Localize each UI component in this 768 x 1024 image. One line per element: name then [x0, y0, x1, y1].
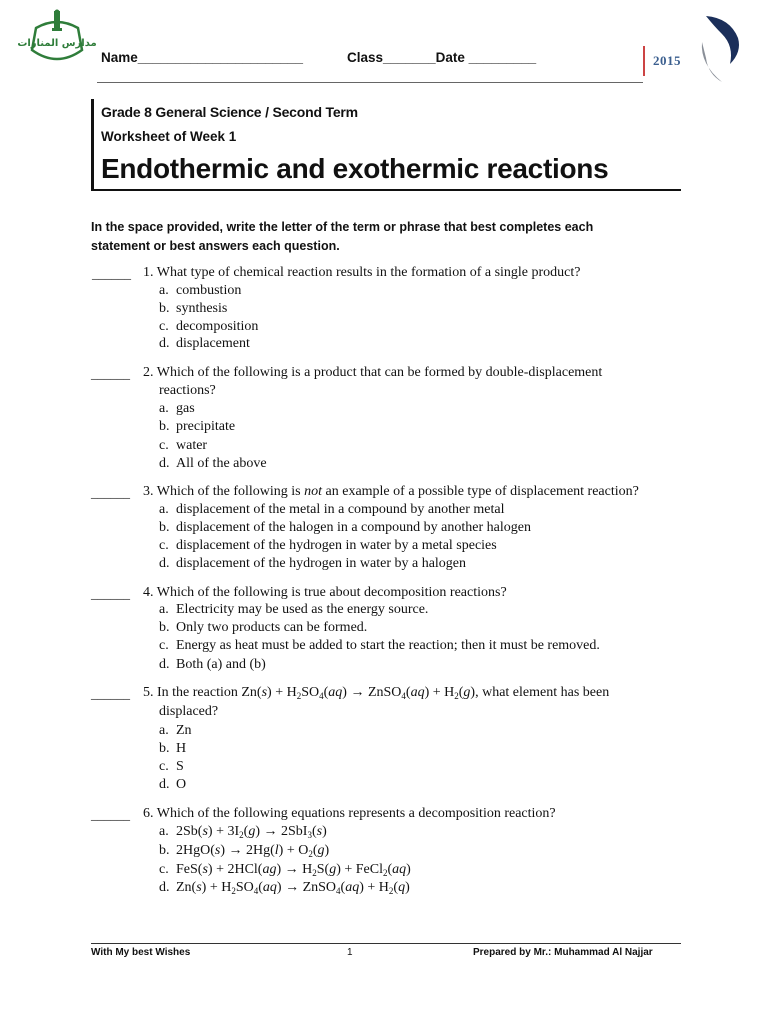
option: a. Electricity may be used as the energy source.: [159, 602, 429, 617]
footer-author: Prepared by Mr.: Muhammad Al Najjar: [473, 947, 653, 958]
header-rule: [97, 82, 643, 83]
option: a. displacement of the metal in a compound by another metal: [159, 502, 505, 517]
answer-blank-6[interactable]: ______: [91, 807, 130, 822]
option: d. $Zn(s) + H_2SO_4(aq)$ → ZnSO$_4$(aq) + $H_2(q)$: [159, 880, 410, 896]
option: d. displacement: [159, 336, 250, 351]
option: a. combustion: [159, 283, 242, 298]
question-number: 6.: [143, 806, 154, 821]
equation-b: $2HgO(s) \to 2Hg(l) + O_2(g)$: [176, 843, 330, 859]
question-3: 3. Which of the following is not an example of a possible type of displacement reaction?: [143, 484, 639, 499]
option: a. gas: [159, 401, 195, 416]
answer-blank-5[interactable]: ______: [91, 686, 130, 701]
option: c. water: [159, 438, 208, 453]
question-number: 3.: [143, 484, 154, 499]
question-text: Which of the following equations represents a decomposition reaction?: [156, 806, 556, 821]
option: c. $FeS(s) + 2HCl(ag) \to H_2S(g)$ + FeCl$_2$(aq): [159, 862, 411, 878]
title-accent-bar: [91, 99, 94, 191]
question-number: 2.: [143, 365, 154, 380]
question-number: 5.: [143, 685, 154, 700]
question-text: Which of the following is a product that can be formed by double-displacement: [156, 365, 603, 380]
title-rule: [94, 189, 681, 191]
equation-zn-h2so4: $Zn(s) + H_2SO_4(aq)$ → ZnSO$_4$(aq) + $H_2(g)$: [241, 685, 476, 701]
option: b. synthesis: [159, 301, 228, 316]
option: b. Only two products can be formed.: [159, 620, 368, 635]
emphasis-not: not: [304, 484, 323, 499]
question-1: [143, 265, 581, 281]
option: c. S: [159, 759, 184, 774]
option: b. $2HgO(s) \to 2Hg(l) + O_2(g)$: [159, 843, 330, 859]
answer-blank-4[interactable]: ______: [91, 586, 130, 601]
question-6: [143, 806, 556, 822]
option: d. O: [159, 777, 187, 792]
question-5: 5. In the reaction $Zn(s) + H_2SO_4(aq)$ → ZnSO$_4$(aq) + $H_2(g)$, what element has been: [143, 685, 610, 701]
equation-a: $2Sb(s) + 3I_2(g) \to 2SbI_3(s)$: [176, 824, 327, 840]
subject-line: Grade 8 General Science / Second Term: [101, 104, 358, 120]
page-number: 1: [347, 947, 353, 958]
option: c. decomposition: [159, 319, 259, 334]
option: b. displacement of the halogen in a compound by another halogen: [159, 520, 531, 535]
option: a. Zn: [159, 723, 192, 738]
brand-swoosh-logo: [700, 12, 742, 84]
option: d. Both (a) and (b): [159, 657, 266, 672]
answer-blank-2[interactable]: ______: [91, 366, 130, 381]
option: d. displacement of the hydrogen in water by a halogen: [159, 556, 467, 571]
instructions: In the space provided, write the letter of the term or phrase that best completes each statement or best answers each question.: [91, 220, 594, 253]
week-line: Worksheet of Week 1: [101, 129, 237, 144]
question-text-continued: displaced?: [159, 704, 219, 719]
class-date-field-label[interactable]: Class_______Date _________: [347, 50, 537, 65]
question-number: 4.: [143, 585, 154, 600]
name-field-label[interactable]: Name______________________: [101, 50, 303, 65]
answer-blank-3[interactable]: ______: [91, 485, 130, 500]
option: d. All of the above: [159, 456, 267, 471]
school-logo: [17, 8, 97, 78]
question-4: [143, 585, 507, 601]
question-text-continued: reactions?: [159, 383, 216, 398]
answer-blank-1[interactable]: ______: [92, 266, 131, 281]
option: b. H: [159, 741, 187, 756]
question-text: Which of the following is true about decomposition reactions?: [156, 585, 507, 600]
option: b. precipitate: [159, 419, 236, 434]
option: c. Energy as heat must be added to start the reaction; then it must be removed.: [159, 638, 600, 653]
option: c. displacement of the hydrogen in water by a metal species: [159, 538, 497, 553]
footer-rule: [91, 943, 681, 944]
equation-d: $Zn(s) + H_2SO_4(aq)$ → ZnSO$_4$(aq) + $H_2(q)$: [176, 880, 410, 896]
footer-wishes: With My best Wishes: [91, 947, 191, 958]
equation-c: $FeS(s) + 2HCl(ag) \to H_2S(g)$ + FeCl$_2$(aq): [176, 862, 411, 878]
question-number: 1.: [143, 265, 154, 280]
svg-text:مدارس المنارات: مدارس المنارات: [17, 38, 97, 49]
year-divider: [643, 46, 645, 76]
page-title: Endothermic and exothermic reactions: [101, 153, 609, 184]
option: a. $2Sb(s) + 3I_2(g) \to 2SbI_3(s)$: [159, 824, 327, 840]
year-label: 2015: [653, 53, 681, 68]
question-2: [143, 365, 602, 381]
question-text: What type of chemical reaction results in the formation of a single product?: [156, 265, 581, 280]
